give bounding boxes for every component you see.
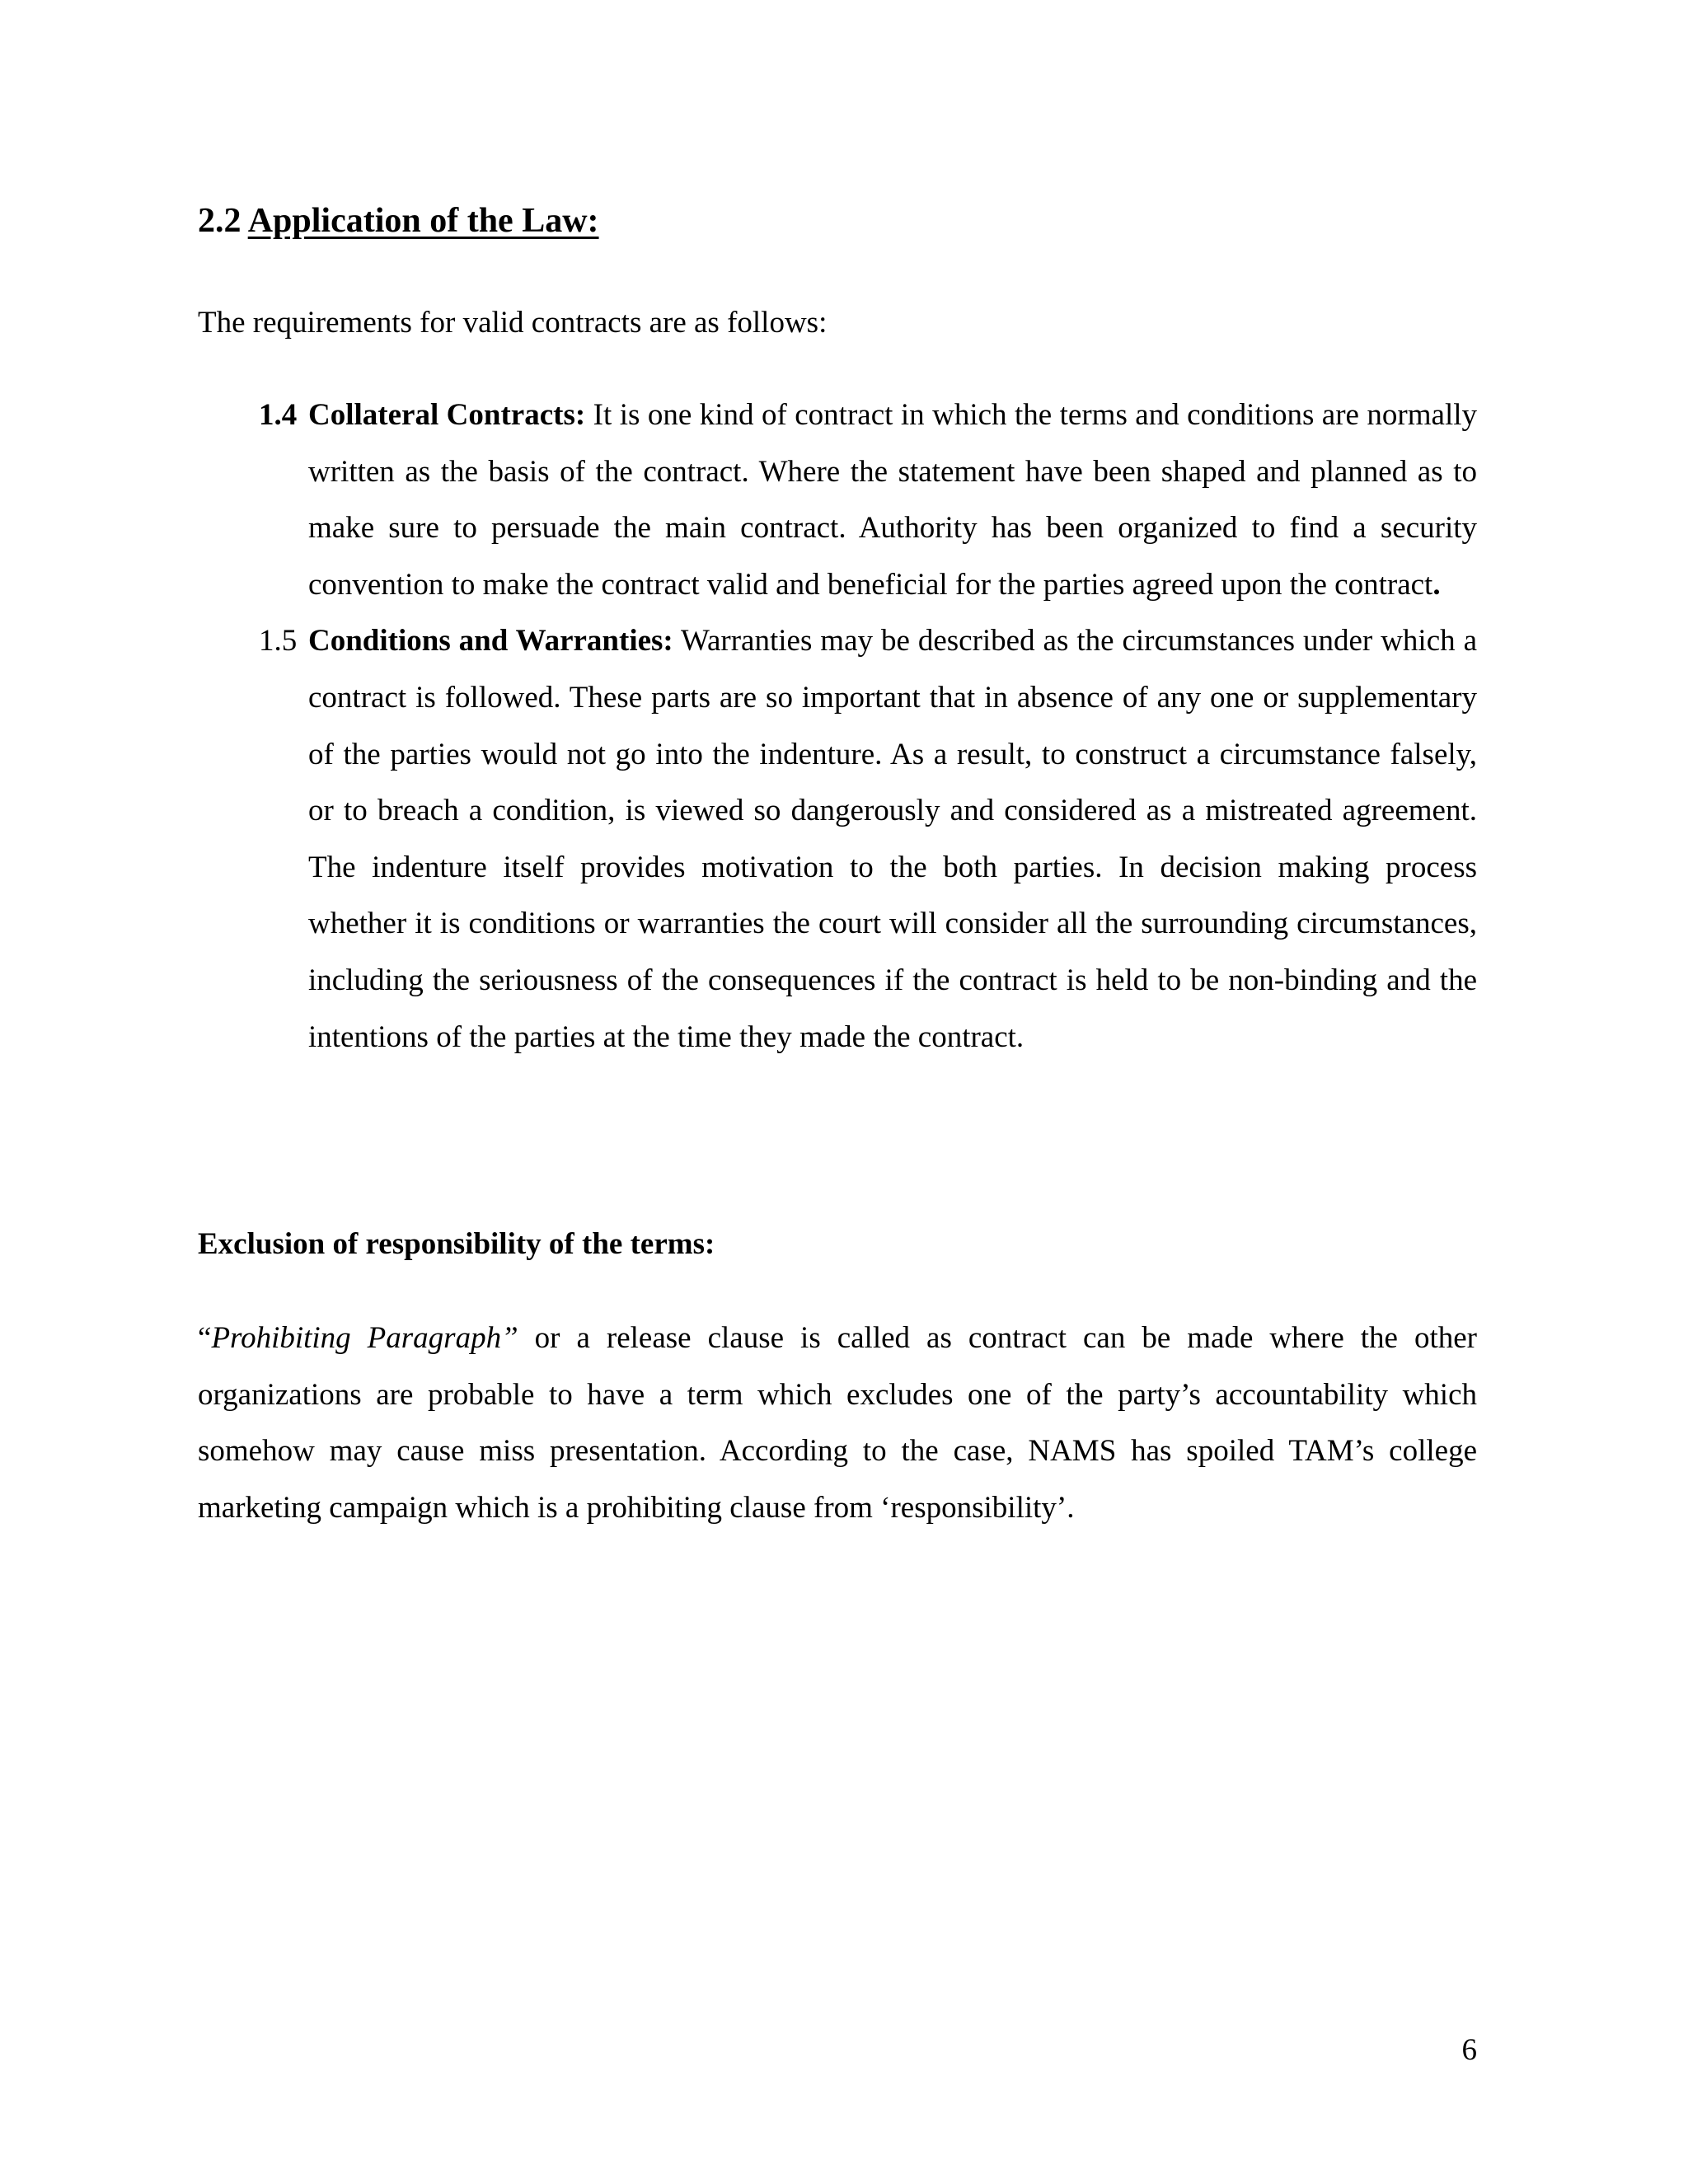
subsection-heading: Exclusion of responsibility of the terms: xyxy=(198,1227,715,1261)
requirements-list xyxy=(198,387,1477,1066)
section-title: Application of the Law: xyxy=(247,202,599,240)
section-heading xyxy=(198,196,599,246)
open-quote: “ xyxy=(198,1321,212,1355)
list-item-collateral-contracts xyxy=(198,387,1477,613)
item-lead: Collateral Contracts: xyxy=(308,398,586,432)
item-lead: Conditions and Warranties: xyxy=(308,624,673,658)
list-item-conditions-warranties xyxy=(198,613,1477,1066)
paragraph-text: or a release clause is called as contract can be made where the other organizations are probable to have a term which excludes one of the party’s accountability which somehow may cause miss presentation. According to the case, NAMS has spoiled TAM’s college marketing campaign which is a prohibiting clause from ‘responsibility’. xyxy=(198,1321,1477,1525)
intro-text: The requirements for valid contracts are as follows: xyxy=(198,306,828,340)
body-paragraph xyxy=(198,1310,1477,1536)
item-number: 1.4 xyxy=(259,398,298,432)
item-number: 1.5 xyxy=(259,624,298,658)
item-text: It is one kind of contract in which the terms and conditions are normally written as the basis of the contract. Where the statement have been shaped and planned as to make sure to persuade the main contract. Authority has been organized to find a security convention to make the contract valid and beneficial for the parties agreed upon the contract xyxy=(308,398,1478,602)
section-number: 2.2 xyxy=(198,202,241,240)
italic-term: Prohibiting Paragraph” xyxy=(211,1321,518,1355)
item-end: . xyxy=(1432,567,1441,602)
item-text: Warranties may be described as the circumstances under which a contract is followed. These parts are so important that in absence of any one or supplementary of the parties would not go into the indenture. As a result, to construct a circumstance falsely, or to breach a condition, is viewed so dangerously and considered as a mistreated agreement. The indenture itself provides motivation to the both parties. In decision making process whether it is conditions or warranties the court will consider all the surrounding circumstances, including the seriousness of the consequences if the contract is held to be non-binding and the intentions of the parties at the time they made the contract. xyxy=(308,624,1477,1054)
page-number: 6 xyxy=(1461,2033,1477,2067)
